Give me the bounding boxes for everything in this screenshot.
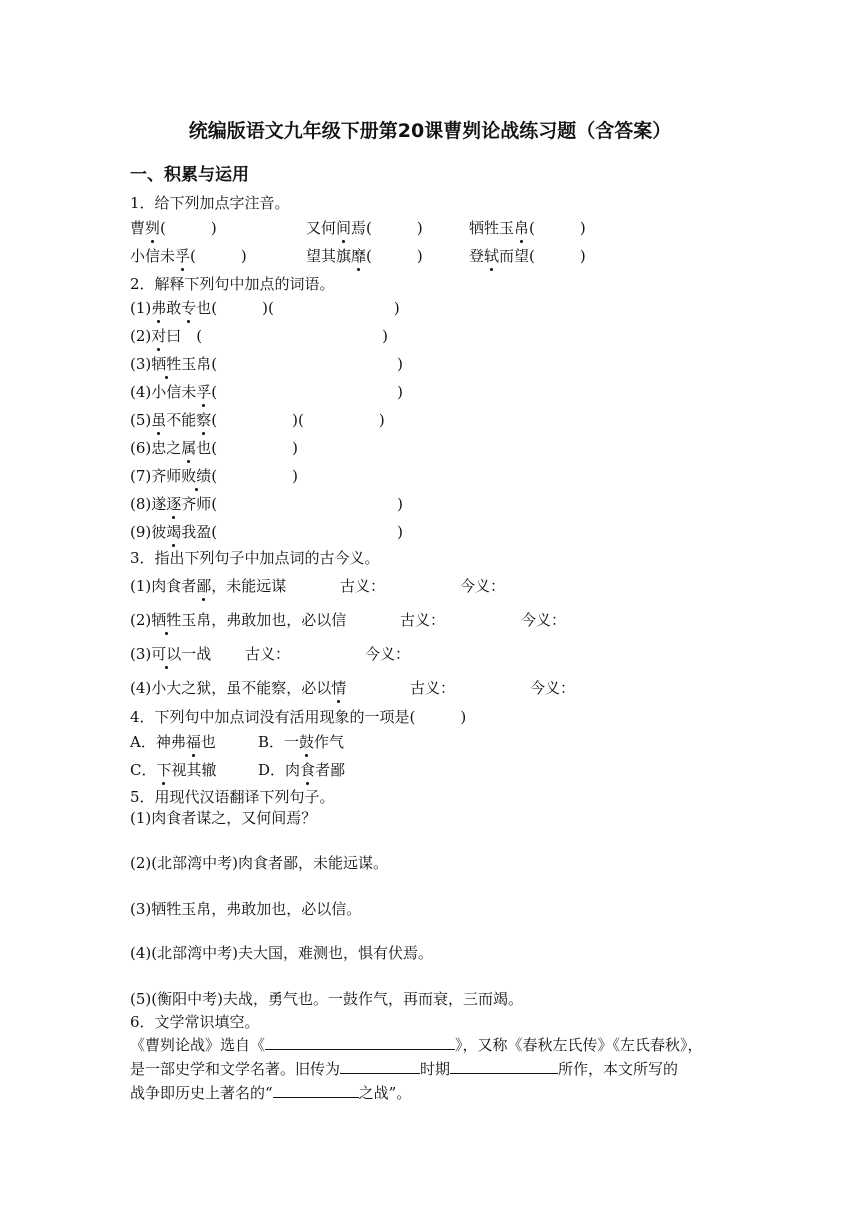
q6-line-1: 《曹刿论战》选自《 》，又称《春秋左氏传》《左氏春秋》， [130,1036,703,1054]
q2-item: (8)遂逐齐师( ) [130,495,404,513]
q2-item: (6)忠之属也( ) [130,439,299,457]
q3-stem: 3．指出下列句子中加点词的古今义。 [130,549,380,567]
q1-item-2: 又何间焉( ) [306,219,423,237]
battle-name-blank[interactable] [273,1082,359,1098]
era-blank[interactable] [340,1058,420,1074]
q3-item: (2)牺牲玉帛，弗敢加也，必以信 [130,611,347,629]
q3-item: (1)肉食者鄙，未能远谋 [130,577,287,595]
section-heading: 一、积累与运用 [130,165,249,185]
q1-item-6: 登轼而望( ) [469,247,586,265]
q2-item: (9)彼竭我盈( ) [130,523,404,541]
q3-gu-label: 古义： [340,577,386,595]
source-book-blank[interactable] [265,1034,455,1050]
q6-line-3: 战争即历史上著名的“ 之战”。 [130,1084,412,1102]
q3-gu-label: 古义： [400,611,446,629]
q3-jin-label: 今义： [530,679,576,697]
page-title: 统编版语文九年级下册第20课曹刿论战练习题（含答案） [188,120,672,142]
q3-jin-label: 今义： [460,577,506,595]
q4-option-c: C．下视其辙 [130,761,217,779]
q2-item: (3)牺牲玉帛( ) [130,355,403,373]
q3-jin-label: 今义： [521,611,567,629]
q5-item: (4)(北部湾中考)夫大国，难测也，惧有伏焉。 [130,944,433,962]
q1-item-1: 曹刿( ) [130,219,217,237]
author-blank[interactable] [450,1058,558,1074]
q5-stem: 5．用现代汉语翻译下列句子。 [130,788,335,806]
q5-item: (1)肉食者谋之，又何间焉？ [130,809,317,827]
q4-option-a: A．神弗福也 [130,733,216,751]
q2-item: (4)小信未孚( ) [130,383,403,401]
q3-gu-label: 古义： [410,679,456,697]
q2-stem: 2．解释下列句中加点的词语。 [130,275,335,293]
q1-item-4: 小信未孚( ) [130,247,247,265]
q3-item: (3)可以一战 [130,645,212,663]
q2-item: (5)虽不能察( )( ) [130,411,385,429]
q1-item-3: 牺牲玉帛( ) [469,219,586,237]
q2-item: (1)弗敢专也( )( ) [130,299,400,317]
q2-item: (2)对曰 ( ) [130,327,388,345]
q3-item: (4)小大之狱，虽不能察，必以情 [130,679,347,697]
q1-stem: 1．给下列加点字注音。 [130,194,290,212]
q5-item: (3)牺牲玉帛，弗敢加也，必以信。 [130,900,362,918]
q3-gu-label: 古义： [245,645,291,663]
q3-jin-label: 今义： [365,645,411,663]
q6-stem: 6．文学常识填空。 [130,1013,260,1031]
q5-item: (5)(衡阳中考)夫战，勇气也。一鼓作气，再而衰，三而竭。 [130,990,523,1008]
q5-item: (2)(北部湾中考)肉食者鄙，未能远谋。 [130,854,388,872]
q4-stem: 4．下列句中加点词没有活用现象的一项是( ) [130,708,467,726]
q4-option-b: B．一鼓作气 [258,733,345,751]
q1-item-5: 望其旗靡( ) [306,247,423,265]
q4-option-d: D．肉食者鄙 [258,761,346,779]
q6-line-2: 是一部史学和文学名著。旧传为 时期 所作，本文所写的 [130,1060,679,1078]
q2-item: (7)齐师败绩( ) [130,467,298,485]
